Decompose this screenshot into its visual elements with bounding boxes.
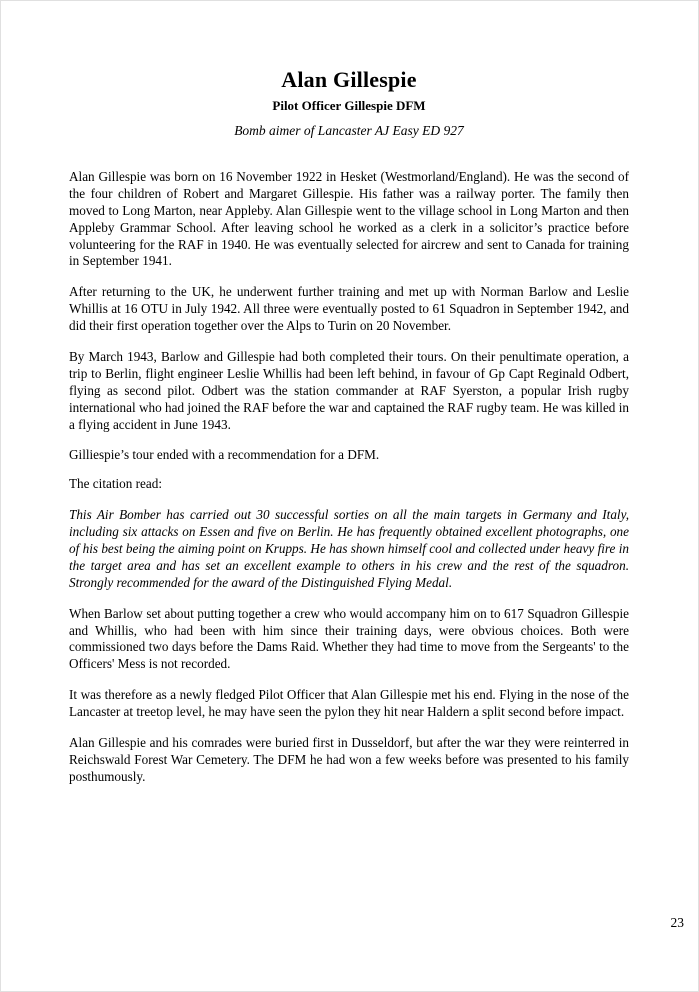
paragraph-end: It was therefore as a newly fledged Pilot Officer that Alan Gillespie met his end. Flying in the nose of the Lancaster at treetop level, he may have seen the pylon they hit near Haldern a split second before impact. (69, 687, 629, 720)
body-text (69, 169, 629, 786)
paragraph-training: After returning to the UK, he underwent further training and met up with Norman Barlow and Leslie Whillis at 16 OTU in July 1942. All three were eventually posted to 61 Squadron in September 1942, and did their first operation together over the Alps to Turin on 20 November. (69, 284, 629, 334)
page-title: Alan Gillespie (281, 67, 417, 92)
paragraph-birth: Alan Gillespie was born on 16 November 1922 in Hesket (Westmorland/England). He was the second of the four children of Robert and Margaret Gillespie. His father was a railway porter. The family then moved to Long Marton, near Appleby. Alan Gillespie went to the village school in Long Marton and then Appleby Grammar School. After leaving school he worked as a clerk in a solicitor’s practice before volunteering for the RAF in 1940. He was eventually selected for aircrew and sent to Canada for training in September 1941. (69, 169, 629, 269)
paragraph-citation: This Air Bomber has carried out 30 successful sorties on all the main targets in Germany and Italy, including six attacks on Essen and five on Berlin. He has frequently obtained excellent photographs, one of his best being the aiming point on Krupps. He has shown himself cool and collected under heavy fire in the target area and has set an excellent example to others in his crew and the rest of the squadron. Strongly recommended for the award of the Distinguished Flying Medal. (69, 507, 629, 590)
paragraph-crew: When Barlow set about putting together a crew who would accompany him on to 617 Squadron Gillespie and Whillis, who had been with him since their training days, were obvious choices. Both were commissioned two days before the Dams Raid. Whether they had time to move from the Sergeants' to the Officers' Mess is not recorded. (69, 605, 629, 672)
page-number: 23 (670, 915, 684, 930)
paragraph-citation-intro: The citation read: (69, 476, 163, 492)
page-tagline: Bomb aimer of Lancaster AJ Easy ED 927 (234, 123, 464, 138)
paragraph-tours: By March 1943, Barlow and Gillespie had both completed their tours. On their penultimate operation, a trip to Berlin, flight engineer Leslie Whillis had been left behind, in favour of Gp Capt Reginald Odbert, flying as second pilot. Odbert was the station commander at RAF Syerston, a popular Irish rugby international who had joined the RAF before the war and captained the RAF rugby team. He was killed in a flying accident in June 1943. (69, 349, 629, 432)
paragraph-recommendation: Gilliespie’s tour ended with a recommendation for a DFM. (69, 447, 380, 463)
page-content (1, 1, 698, 786)
page-subtitle: Pilot Officer Gillespie DFM (272, 98, 426, 113)
paragraph-burial: Alan Gillespie and his comrades were buried first in Dusseldorf, but after the war they were reinterred in Reichswald Forest War Cemetery. The DFM he had won a few weeks before was presented to his family posthumously. (69, 735, 629, 784)
